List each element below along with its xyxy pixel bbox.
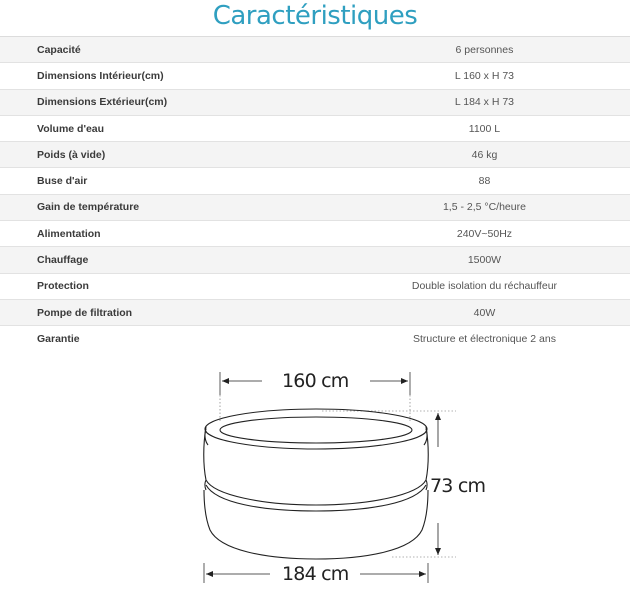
spec-row-power-supply <box>0 221 630 247</box>
spec-row-temperature-gain <box>0 195 630 221</box>
spa-tub-icon <box>204 409 429 559</box>
spec-row-protection <box>0 274 630 300</box>
spec-row-air-jets <box>0 168 630 194</box>
spec-label: Poids (à vide) <box>37 148 106 161</box>
spec-row-outer-dimensions <box>0 90 630 116</box>
spec-label: Buse d'air <box>37 175 88 188</box>
spec-row-water-volume <box>0 116 630 142</box>
spec-value: L 184 x H 73 <box>454 96 515 109</box>
spec-label: Protection <box>37 280 89 293</box>
spec-value: 40W <box>473 306 496 319</box>
spec-label: Gain de température <box>37 201 140 214</box>
spec-label: Dimensions Intérieur(cm) <box>37 69 164 82</box>
spec-label: Volume d'eau <box>37 122 105 135</box>
spec-value: 240V~50Hz <box>456 227 513 240</box>
spec-row-inner-dimensions <box>0 63 630 89</box>
spec-value: Double isolation du réchauffeur <box>411 280 558 293</box>
spa-dimension-diagram <box>0 355 630 600</box>
page-title: Caractéristiques <box>212 1 418 31</box>
spec-value: L 160 x H 73 <box>454 69 515 82</box>
spec-row-weight <box>0 142 630 168</box>
spec-value: 1100 L <box>468 122 501 135</box>
spec-value: 1500W <box>467 254 502 267</box>
spec-value: 6 personnes <box>455 43 514 56</box>
spec-label: Pompe de filtration <box>37 306 133 319</box>
spec-label: Garantie <box>37 333 80 346</box>
spec-table <box>0 36 630 353</box>
spec-value: 1,5 - 2,5 °C/heure <box>442 201 526 214</box>
spec-label: Chauffage <box>37 254 89 267</box>
spec-row-filtration-pump <box>0 300 630 326</box>
spec-row-capacity <box>0 37 630 63</box>
spec-value: 46 kg <box>471 148 498 161</box>
spec-label: Alimentation <box>37 227 101 240</box>
spec-row-heating <box>0 247 630 273</box>
height-label: 73 cm <box>430 475 486 497</box>
inner-width-label: 160 cm <box>282 370 349 392</box>
spec-value: 88 <box>478 175 491 188</box>
spec-row-warranty <box>0 326 630 352</box>
spec-value: Structure et électronique 2 ans <box>412 333 556 346</box>
spec-label: Dimensions Extérieur(cm) <box>37 96 168 109</box>
spec-label: Capacité <box>37 43 81 56</box>
outer-width-label: 184 cm <box>282 563 349 585</box>
